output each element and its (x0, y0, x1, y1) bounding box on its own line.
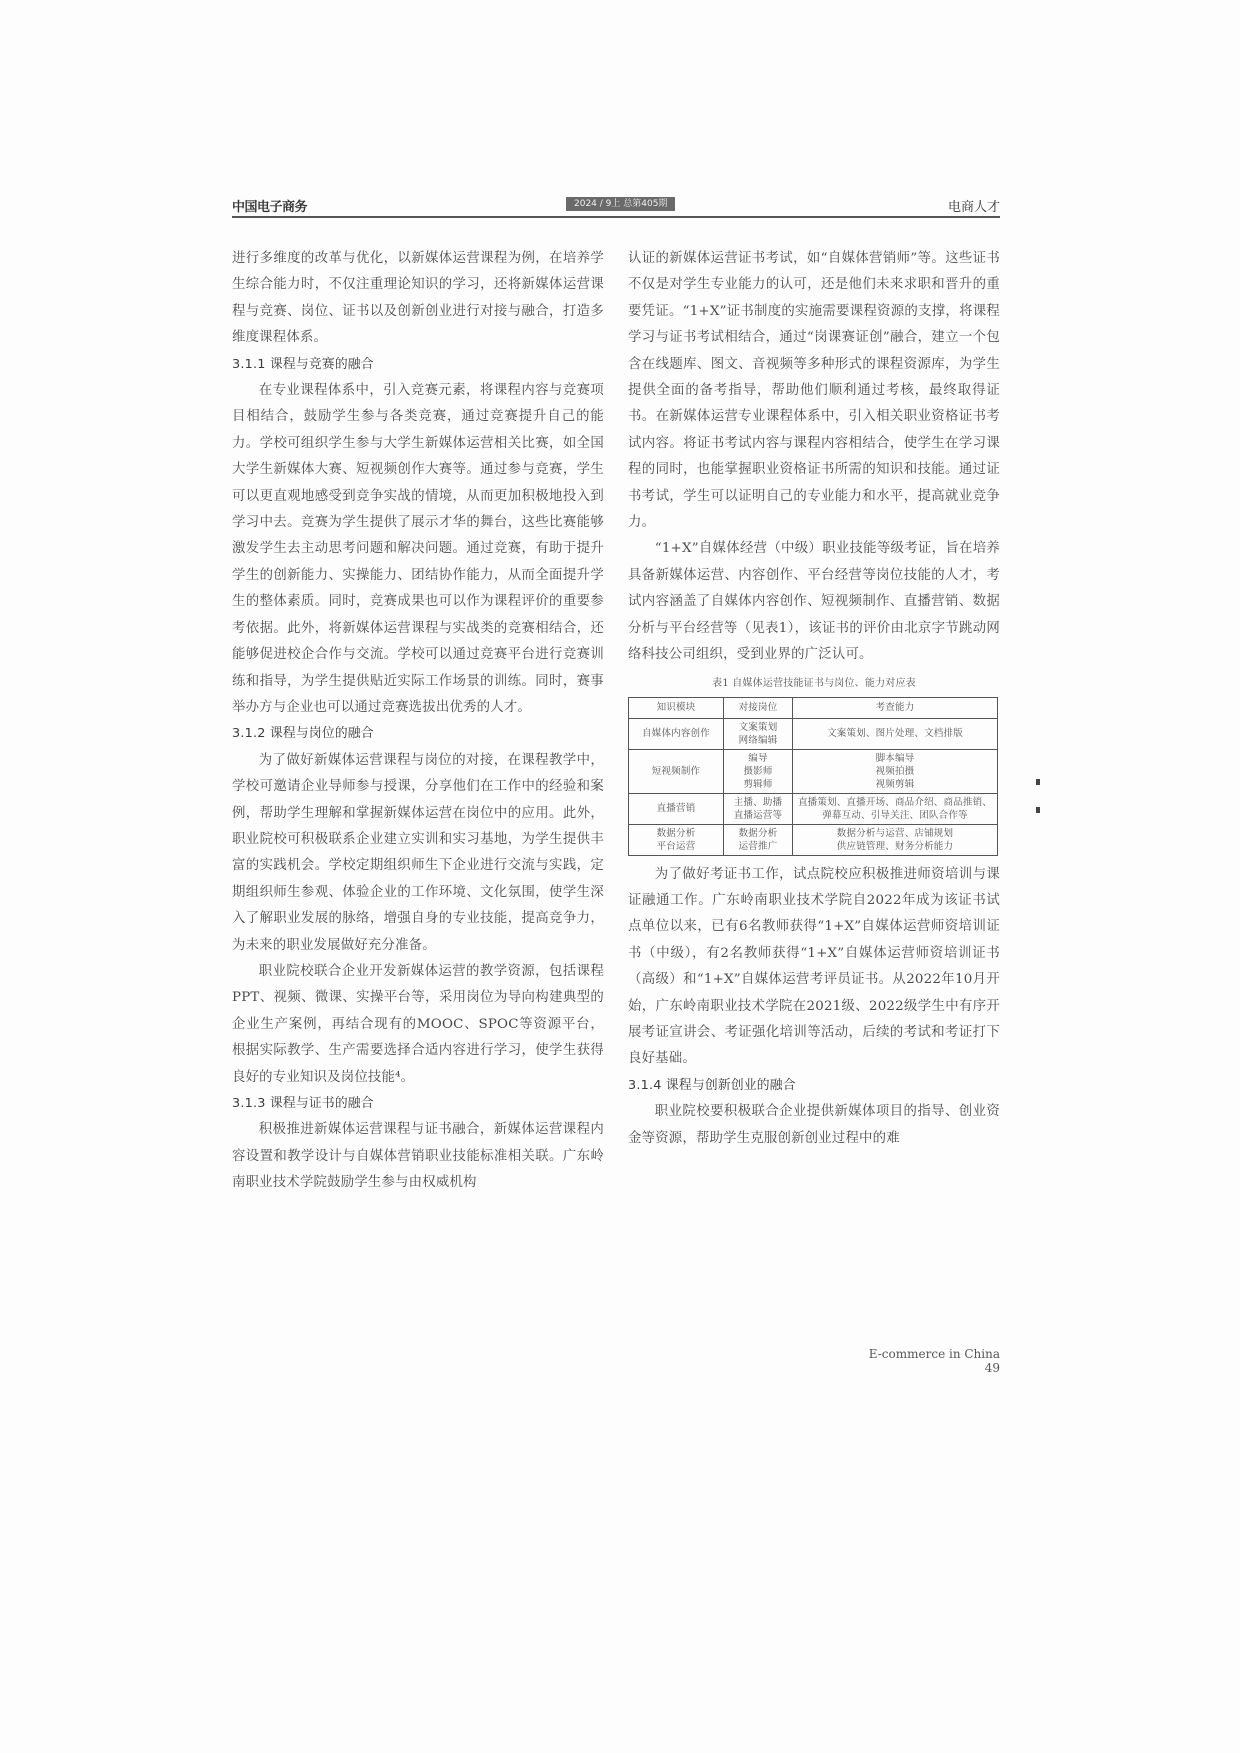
cell-line: 自媒体内容创作 (642, 728, 710, 739)
table-cell-module (629, 793, 724, 824)
table-header-cell: 对接岗位 (724, 697, 793, 718)
cell-line: 摄影师 (743, 765, 773, 777)
cell-line: 视频剪辑 (875, 778, 915, 790)
paragraph: 为了做好新媒体运营课程与岗位的对接，在课程教学中，学校可邀请企业导师参与授课，分享他们在工作中的经验和案例，帮助学生理解和掌握新媒体运营在岗位中的应用。此外，职业院校可积极联系企业建立实训和实习基地，为学生提供丰富的实践机会。学校定期组织师生下企业进行交流与实践，定期组织师生参观、体验企业的工作环境、文化氛围，使学生深入了解职业发展的脉络，增强自身的专业技能，提高竞争力，为未来的职业发展做好充分准备。 (232, 752, 604, 953)
paragraph: 职业院校要积极联合企业提供新媒体项目的指导、创业资金等资源，帮助学生克服创新创业过程中的难 (628, 1104, 1000, 1146)
cell-line: 直播营销 (656, 803, 696, 814)
cell-line: 平台运营 (656, 840, 696, 852)
table-cell-ability (793, 749, 998, 793)
paragraph: 为了做好考证书工作，试点院校应积极推进师资培训与课证融通工作。广东岭南职业技术学院自2022年成为该证书试点单位以来，已有6名教师获得“1+X”自媒体运营师资培训证书（中级），有2名教师获得“1+X”自媒体运营师资培训证书（高级）和“1+X”自媒体运营考评员证书。从2022年10月开始，广东岭南职业技术学院在2021级、2022级学生中有序开展考证宣讲会、考证强化培训等活动，后续的考试和考证打下良好基础。 (628, 866, 1000, 1067)
right-column (628, 246, 1000, 1152)
cell-line: 主播、助播 (733, 796, 783, 808)
paragraph: 职业院校联合企业开发新媒体运营的教学资源，包括课程PPT、视频、微课、实操平台等，采用岗位为导向构建典型的企业生产案例，再结合现有的MOOC、SPOC等资源平台，根据实际教学、生产需要选择合适内容进行学习，使学生获得良好的专业知识及岗位技能⁴。 (232, 963, 604, 1085)
table-caption: 表1 自媒体运营技能证书与岗位、能力对应表 (712, 677, 916, 689)
cell-line: 直播策划、直播开场、商品介绍、商品推销、弹幕互动、引导关注、团队合作等 (797, 796, 992, 821)
cell-line: 网络编辑 (738, 734, 778, 746)
table-row (629, 793, 998, 824)
cell-line: 数据分析 (656, 827, 696, 839)
skills-table (628, 697, 998, 856)
cell-line: 脚本编导 (875, 752, 915, 764)
cell-line: 直播运营等 (733, 809, 783, 821)
cell-line: 数据分析 (738, 827, 778, 839)
page-edge-marks (1033, 777, 1045, 823)
table-cell-ability (793, 793, 998, 824)
page-header (232, 196, 1000, 218)
cell-line: 运营推广 (738, 840, 778, 852)
table-row (629, 749, 998, 793)
section-heading-3-1-2: 3.1.2 课程与岗位的融合 (232, 726, 374, 742)
paragraph: 进行多维度的改革与优化，以新媒体运营课程为例，在培养学生综合能力时，不仅注重理论知识的学习，还将新媒体运营课程与竞赛、岗位、证书以及创新创业进行对接与融合，打造多维度课程体系。 (232, 251, 604, 346)
table-cell-module (629, 718, 724, 749)
cell-line: 供应链管理、财务分析能力 (836, 840, 954, 852)
table-row (629, 824, 998, 855)
cell-line: 数据分析与运营、店铺规划 (836, 827, 954, 839)
paragraph: 积极推进新媒体运营课程与证书融合，新媒体运营课程内容设置和教学设计与自媒体营销职业技能标准相关联。广东岭南职业技术学院鼓励学生参与由权威机构 (232, 1122, 604, 1191)
table-cell-module (629, 824, 724, 855)
table-cell-module (629, 749, 724, 793)
table-cell-post (724, 824, 793, 855)
table-body (629, 718, 998, 855)
cell-line: 剪辑师 (743, 778, 773, 790)
table-cell-post (724, 793, 793, 824)
cell-line: 编导 (748, 752, 768, 764)
paragraph: 在专业课程体系中，引入竞赛元素，将课程内容与竞赛项目相结合，鼓励学生参与各类竞赛，通过竞赛提升自己的能力。学校可组织学生参与大学生新媒体运营相关比赛，如全国大学生新媒体大赛、短视频创作大赛等。通过参与竞赛，学生可以更直观地感受到竞争实战的情境，从而更加积极地投入到学习中去。竞赛为学生提供了展示才华的舞台，这些比赛能够激发学生去主动思考问题和解决问题。通过竞赛，有助于提升学生的创新能力、实操能力、团结协作能力，从而全面提升学生的整体素质。同时，竞赛成果也可以作为课程评价的重要参考依据。此外，将新媒体运营课程与实战类的竞赛相结合，还能够促进校企合作与交流。学校可以通过竞赛平台进行竞赛训练和指导，为学生提供贴近实际工作场景的训练。同时，赛事举办方与企业也可以通过竞赛选拔出优秀的人才。 (232, 383, 604, 715)
table-header-cell: 考查能力 (793, 697, 998, 718)
journal-name: 中国电子商务 (232, 200, 308, 215)
table-cell-ability (793, 824, 998, 855)
cell-line: 短视频制作 (651, 765, 701, 777)
paragraph: 认证的新媒体运营证书考试，如“自媒体营销师”等。这些证书不仅是对学生专业能力的认可，还是他们未来求职和晋升的重要凭证。“1+X”证书制度的实施需要课程资源的支撑，将课程学习与证书考试相结合，通过“岗课赛证创”融合，建立一个包含在线题库、图文、音视频等多种形式的课程资源库，为学生提供全面的备考指导，帮助他们顺利通过考核，最终取得证书。在新媒体运营专业课程体系中，引入相关职业资格证书考试内容。将证书考试内容与课程内容相结合，使学生在学习课程的同时，也能掌握职业资格证书所需的知识和技能。通过证书考试，学生可以证明自己的专业能力和水平，提高就业竞争力。 (628, 251, 1000, 531)
left-column (232, 246, 604, 1197)
table-header-cell: 知识模块 (629, 697, 724, 718)
section-heading-3-1-1: 3.1.1 课程与竞赛的融合 (232, 356, 374, 372)
table-cell-post (724, 718, 793, 749)
table-cell-post (724, 749, 793, 793)
section-heading-3-1-3: 3.1.3 课程与证书的融合 (232, 1096, 374, 1111)
edge-mark-icon (1036, 779, 1040, 785)
table-header-row (629, 697, 998, 718)
edge-mark-icon (1036, 807, 1040, 813)
cell-line: 文案策划、图片处理、文档排版 (827, 728, 963, 739)
cell-line: 文案策划 (738, 721, 778, 733)
page-number: 49 (984, 1361, 1000, 1375)
section-name: 电商人才 (947, 200, 1000, 215)
section-heading-3-1-4: 3.1.4 课程与创新创业的融合 (628, 1077, 796, 1093)
paragraph: “1+X”自媒体经营（中级）职业技能等级考证，旨在培养具备新媒体运营、内容创作、平台经营等岗位技能的人才，考试内容涵盖了自媒体内容创作、短视频制作、直播营销、数据分析与平台经营等（见表1），该证书的评价由北京字节跳动网络科技公司组织，受到业界的广泛认可。 (628, 541, 1000, 663)
cell-line: 视频拍摄 (875, 765, 915, 777)
table-row (629, 718, 998, 749)
page-footer (850, 1347, 1000, 1375)
table-cell-ability (793, 718, 998, 749)
footer-journal: E-commerce in China (868, 1347, 1000, 1361)
issue-badge: 2024 / 9上 总第405期 (566, 197, 675, 211)
